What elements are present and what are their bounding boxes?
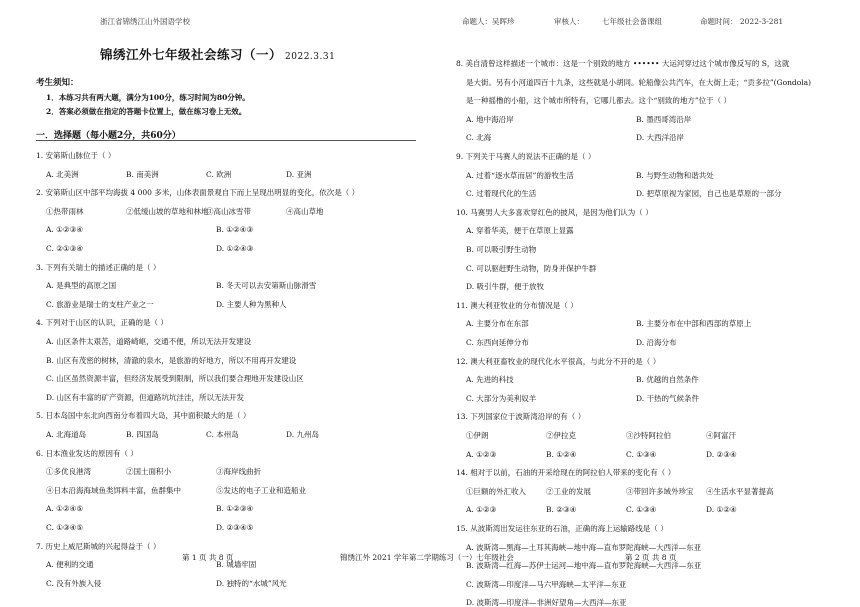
answer-option: D. ②③④⑤ [216, 523, 254, 532]
answer-option: A. 山区条件太艰苦，道路崎岖，交通不便，所以无法开发建设 [46, 337, 252, 346]
answer-option: C. 可以驱赶野生动物，防身并保护牛群 [466, 263, 597, 273]
answer-option: C. 北海 [466, 133, 492, 143]
answer-option: A. 过着“逐水草而居”的游牧生活 [466, 170, 574, 180]
answer-option: C. 山区虽然资源丰富，但经济发展受到限制，所以我们要合理地开发建设山区 [46, 374, 304, 384]
question-stem: 10. 马赛男人大多喜欢穿红色的披风，是因为他们认为（ ） [456, 207, 653, 217]
answer-option: ①多优良港湾 [46, 467, 91, 477]
section-title: 一．选择题（每小题2分，共60分） [36, 131, 181, 141]
answer-option: D. 九州岛 [286, 430, 320, 439]
answer-option: D. 山区有丰富的矿产资源，但道路坑坑洼洼，所以无法开发 [46, 392, 245, 402]
answer-option: D. 把草原视为家园，自己也是草原的一部分 [636, 189, 782, 199]
answer-option: A. 地中海沿岸 [466, 114, 514, 124]
answer-option: ②工业的发展 [546, 486, 591, 496]
question-stem: 9. 下列关于马赛人的说法不正确的是（ ） [456, 152, 596, 161]
answer-option: ③带回许多域外珍宝 [626, 486, 694, 496]
answer-option: 是一种摇橹的小船，这个城市所特有，它哪儿都去。这个“别致的地方”位于（ ） [466, 96, 732, 106]
answer-option: C. ①③④ [626, 505, 657, 515]
answer-option: B. 墨西哥湾沿岸 [636, 114, 692, 124]
answer-option: ④日本沿海海域鱼类饵料丰富，鱼群集中 [46, 485, 181, 495]
answer-option: ①热带雨林 [46, 206, 84, 216]
answer-option: A. ①②③④ [46, 225, 84, 235]
answer-option: ②低缓山坡的草地和林地 [126, 206, 209, 216]
page-number-right: 第 2 页 共 8 页 [625, 553, 677, 562]
answer-option: C. ①③④ [626, 449, 657, 459]
question-stem: 5. 日本岛国中东北向西南分布着四大岛，其中面积最大的是（ ） [36, 411, 251, 421]
title-date: 2022.3.31 [285, 52, 336, 62]
answer-option: C. ②①③④ [46, 244, 84, 253]
answer-option: C. 过着现代化的生活 [466, 189, 537, 199]
question-stem: 13. 下列国家位于波斯湾沿岸的有（ ） [456, 412, 586, 422]
question-stem: 12. 澳大利亚畜牧业的现代化水平很高，与此分不开的是（ ） [456, 356, 661, 366]
school-header: 浙江省锦绣江山外国语学校 [100, 17, 190, 26]
answer-option: A. 波斯湾—黑海—土耳其海峡—地中海—直布罗陀海峡—大西洋—东亚 [466, 542, 702, 552]
answer-option: B. 可以吸引野生动物 [466, 245, 537, 254]
answer-option: A. 便利的交通 [46, 560, 94, 570]
answer-option: C. 欧洲 [206, 169, 232, 179]
question-stem: 4. 下列对于山区的认识，正确的是（ ） [36, 318, 168, 328]
notice-item: 1．本练习共有两大题，满分为100分，练习时间为80分钟。 [46, 93, 250, 102]
answer-option: A. ①②④⑤ [46, 504, 84, 514]
answer-option: D. 亚洲 [286, 169, 312, 179]
answer-option: D. 独特的“水城”风光 [216, 578, 287, 588]
page-left [30, 0, 420, 595]
question-stem: 1. 安第斯山脉位于（ ） [36, 151, 116, 160]
answer-option: A. 穿着华美，便于在草原上显露 [466, 226, 574, 236]
question-stem: 2. 安第斯山区中部平均海拔 4 000 多米，山体表面景观自下而上呈现出明显的变化，依次是（ ） [36, 188, 360, 198]
answer-option: B. ①②④③ [216, 225, 254, 235]
answer-option: D. 吸引牛群，便于放牧 [466, 282, 545, 292]
notice-item: 2．答案必须做在指定的答题卡位置上，做在练习卷上无效。 [46, 107, 247, 116]
question-stem: 15. 从波斯湾出发运往东亚的石油，正确的海上运输路线是（ ） [456, 524, 668, 533]
answer-option: C. ①③④⑤ [46, 523, 84, 532]
answer-option: D. 大西洋沿岸 [636, 133, 685, 143]
answer-option: ④高山草地 [286, 206, 324, 216]
author-header: 命题人：吴晖珍 [462, 17, 515, 26]
question-stem: 14. 相对于以前，石油的开采给现在的阿拉伯人带来的变化有（ ） [456, 468, 676, 478]
reviewer-header: 审核人： [554, 17, 584, 26]
answer-option: D. 干热的气候条件 [636, 393, 700, 403]
answer-option: D. ①②④ [706, 505, 737, 515]
question-stem: 6. 日本渔业发达的原因有（ ） [36, 448, 138, 458]
answer-option: C. 本州岛 [206, 430, 239, 439]
answer-option: A. 北海道岛 [46, 430, 87, 439]
answer-option: A. 主要分布在东部 [466, 319, 529, 329]
answer-option: B. ①②④ [546, 449, 577, 459]
answer-option: B. ①②③④ [216, 504, 254, 514]
answer-option: B. 波斯湾—红海—苏伊士运河—地中海—直布罗陀海峡—大西洋—东亚 [466, 561, 702, 571]
answer-option: C. 没有外族入侵 [46, 578, 102, 588]
answer-option: A. 先进的科技 [466, 375, 514, 385]
answer-option: B. 冬天可以去安第斯山脉滑雪 [216, 281, 317, 291]
answer-option: C. 东西向延伸分布 [466, 338, 529, 347]
answer-option: ①巨额的外汇收入 [466, 486, 526, 496]
group-header: 七年级社会备课组 [602, 17, 662, 26]
answer-option: D. 主要人种为黑种人 [216, 299, 287, 309]
answer-option: ①伊朗 [466, 431, 489, 440]
answer-option: D. 沿海分布 [636, 338, 677, 347]
answer-option: B. 四国岛 [126, 430, 159, 439]
page-number-left: 第 1 页 共 8 页 [182, 553, 234, 562]
answer-option: 是大街。另有小河道四百十九条，这些就是小胡同。轮船像公共汽车，在大街上走；“贡多拉”(Gondola) [466, 77, 812, 87]
answer-option: ②国土面积小 [126, 467, 171, 477]
answer-option: ③海岸线曲折 [216, 467, 261, 477]
answer-option: A. 北美洲 [46, 169, 79, 179]
date-header: 命题时间： 2022-3-281 [700, 17, 784, 26]
answer-option: A. 是典型的高原之国 [46, 281, 117, 291]
answer-option: C. 旅游业是瑞士的支柱产业之一 [46, 299, 154, 309]
answer-option: A. ①②③ [466, 505, 497, 515]
answer-option: D. ①②④③ [216, 244, 254, 253]
page-right [450, 0, 845, 607]
answer-option: B. 城墙牢固 [216, 560, 257, 570]
answer-option: ③沙特阿拉伯 [626, 431, 671, 440]
answer-option: B. ②③④ [546, 505, 577, 515]
answer-option: ④生活水平显著提高 [706, 486, 774, 496]
answer-option: B. 南美洲 [126, 169, 159, 179]
footer-center: 锦绣江外 2021 学年第二学期练习（一）七年级社会 [340, 553, 514, 562]
question-stem: 11. 澳大利亚牧业的分布情况是（ ） [456, 300, 578, 310]
answer-option: ④阿富汗 [706, 431, 736, 440]
answer-option: ②伊拉克 [546, 431, 576, 440]
question-stem: 3. 下列有关瑞士的描述正确的是（ ） [36, 262, 161, 272]
answer-option: ③高山冰雪带 [206, 206, 251, 216]
answer-option: C. 大部分为美利奴羊 [466, 393, 537, 403]
answer-option: A. ①②③ [466, 449, 497, 459]
question-stem: 8. 美自清曾这样描述一个城市：这是一个别致的地方 •••••• 大运河穿过这个城市像反写的 S，这就 [456, 59, 790, 68]
answer-option: B. 与野生动物和谐共处 [636, 170, 714, 180]
answer-option: B. 优越的自然条件 [636, 375, 699, 385]
title-text: 锦绣江外七年级社会练习（一） [100, 47, 283, 62]
notice-title: 考生须知： [36, 78, 79, 88]
section-divider [36, 140, 416, 141]
answer-option: B. 山区有茂密的树林，清澈的泉水，是旅游的好地方，所以不用再开发建设 [46, 355, 297, 365]
page-title [100, 45, 335, 63]
answer-option: B. 主要分布在中部和西部的草原上 [636, 319, 752, 329]
answer-option: ⑤发达的电子工业和造船业 [216, 485, 306, 495]
answer-option: D. 波斯湾—印度洋—非洲好望角—大西洋—东亚 [466, 598, 627, 607]
answer-option: C. 波斯湾—印度洋—马六甲海峡—太平洋—东亚 [466, 579, 627, 589]
question-stem: 7. 历史上威尼斯城的兴起得益于（ ） [36, 541, 161, 551]
answer-option: D. ②③④ [706, 449, 737, 459]
